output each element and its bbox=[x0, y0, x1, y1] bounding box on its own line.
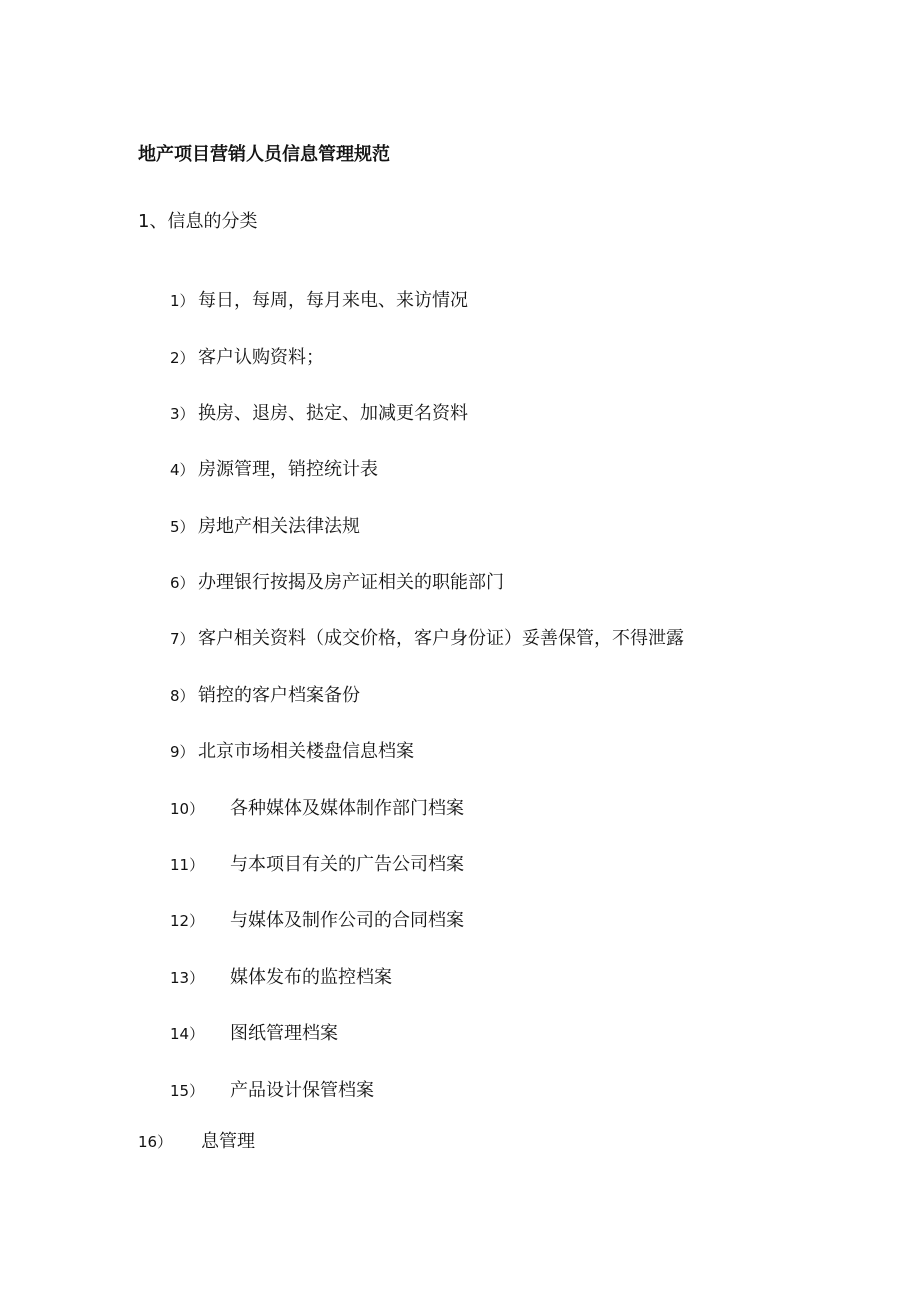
list-item bbox=[170, 458, 378, 482]
list-item-text: 产品设计保管档案 bbox=[230, 1080, 374, 1101]
list-item-number: 14） bbox=[170, 1025, 205, 1043]
list-item-text: 与本项目有关的广告公司档案 bbox=[230, 854, 464, 875]
list-item-text: 与媒体及制作公司的合同档案 bbox=[230, 910, 464, 931]
list-item-number: 11） bbox=[170, 856, 205, 874]
list-item-number: 9） bbox=[170, 743, 195, 761]
list-item bbox=[170, 571, 504, 595]
list-item-text: 北京市场相关楼盘信息档案 bbox=[198, 741, 414, 762]
list-item bbox=[170, 402, 468, 426]
list-item-number: 7） bbox=[170, 630, 195, 648]
list-item-number: 5） bbox=[170, 518, 195, 536]
list-item bbox=[170, 1079, 374, 1103]
list-item-number: 12） bbox=[170, 912, 205, 930]
list-item-text: 媒体发布的监控档案 bbox=[230, 967, 392, 988]
list-item-number: 8） bbox=[170, 687, 195, 705]
list-item-text: 客户认购资料； bbox=[198, 347, 324, 368]
list-item bbox=[170, 1022, 338, 1046]
section-heading: 1、信息的分类 bbox=[138, 211, 258, 232]
list-item-text: 房源管理，销控统计表 bbox=[198, 459, 378, 480]
list-item-number: 4） bbox=[170, 461, 195, 479]
list-item-number: 15） bbox=[170, 1082, 205, 1100]
list-item-text: 房地产相关法律法规 bbox=[198, 516, 360, 537]
list-item-text: 每日，每周，每月来电、来访情况 bbox=[198, 290, 468, 311]
list-item-number: 2） bbox=[170, 349, 195, 367]
list-item bbox=[170, 627, 684, 651]
list-item-number: 16） bbox=[138, 1133, 173, 1151]
list-item bbox=[170, 797, 464, 821]
document-title: 地产项目营销人员信息管理规范 bbox=[138, 144, 390, 165]
list-item-number: 13） bbox=[170, 969, 205, 987]
list-item bbox=[170, 853, 464, 877]
list-item-number: 6） bbox=[170, 574, 195, 592]
list-item-text: 图纸管理档案 bbox=[230, 1023, 338, 1044]
list-item bbox=[170, 909, 464, 933]
list-item-text: 各种媒体及媒体制作部门档案 bbox=[230, 798, 464, 819]
list-item bbox=[138, 1130, 255, 1154]
list-item bbox=[170, 289, 468, 313]
list-item-number: 1） bbox=[170, 292, 195, 310]
list-item-number: 3） bbox=[170, 405, 195, 423]
list-item bbox=[170, 966, 392, 990]
list-item bbox=[170, 684, 360, 708]
list-item bbox=[170, 740, 414, 764]
list-item bbox=[170, 346, 324, 370]
list-item-number: 10） bbox=[170, 800, 205, 818]
list-item-text: 销控的客户档案备份 bbox=[198, 685, 360, 706]
list-item-text: 息管理 bbox=[201, 1131, 255, 1152]
list-item-text: 办理银行按揭及房产证相关的职能部门 bbox=[198, 572, 504, 593]
list-item-text: 换房、退房、挞定、加减更名资料 bbox=[198, 403, 468, 424]
list-item-text: 客户相关资料（成交价格，客户身份证）妥善保管，不得泄露 bbox=[198, 628, 684, 649]
list-item bbox=[170, 515, 360, 539]
